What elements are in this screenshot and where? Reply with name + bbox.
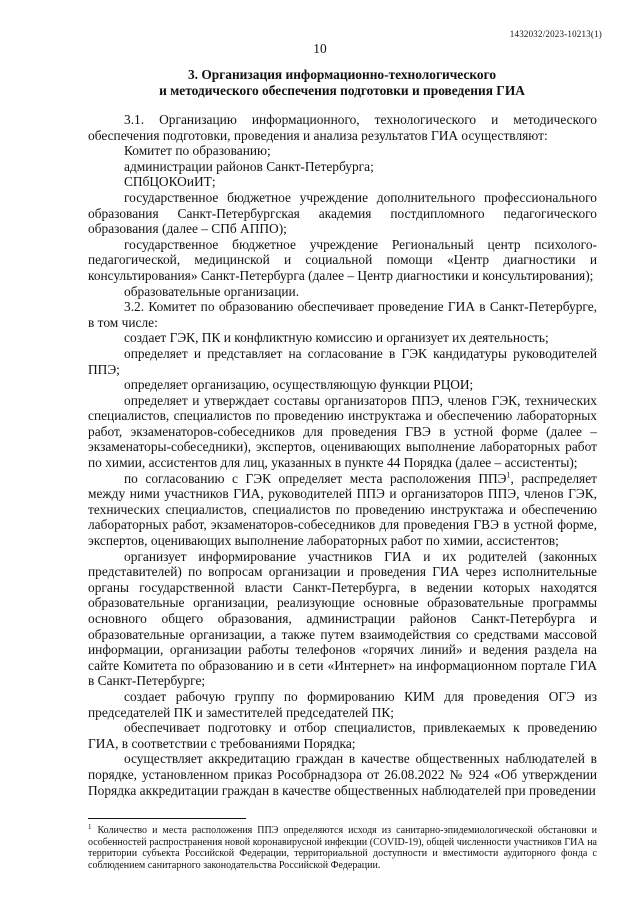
section-title-line-1: 3. Организация информационно-технологического (187, 67, 497, 82)
footnote-separator (88, 818, 246, 819)
list-item: государственное бюджетное учреждение Региональный центр психолого-педагогической, медицинской и социальной помощи «Центр диагностики и консультирования» Санкт-Петербурга (далее – Центр диагностики и консультирования); (88, 236, 597, 283)
footnote-mark: 1 (88, 822, 92, 831)
list-item-text-end: , распределяет между ними участников ГИА, руководителей ППЭ и организаторов ППЭ, членов ГЭК, технических специалистов, специалистов по проведению инструктажа и обеспечению лабораторных работ, экзаменаторов-собеседников для проведения ГВЭ в устной форме, экспертов, оценивающих выполнение лабораторных работ по химии, ассистентов; (88, 470, 597, 549)
footnote (88, 822, 597, 871)
footnote-text: Количество и места расположения ППЭ определяются исходя из санитарно-эпидемиологической обстановки и особенностей распространения новой коронавирусной инфекции (COVID-19), общей численности участников ГИА на территории субъекта Российской Федерации, территориальной доступности и вместимости аудиторного фонда с соблюдением санитарного законодательства Российской Федерации. (88, 825, 597, 871)
list-item: администрации районов Санкт-Петербурга; (124, 158, 374, 174)
list-item-text-start: по согласованию с ГЭК определяет места расположения ППЭ (124, 470, 507, 486)
document-body (88, 112, 597, 798)
paragraph-3-2: 3.2. Комитет по образованию обеспечивает проведение ГИА в Санкт-Петербурге, в том числе: (88, 299, 597, 330)
list-item: создает ГЭК, ПК и конфликтную комиссию и организует их деятельность; (124, 330, 549, 346)
list-item: обеспечивает подготовку и отбор специалистов, привлекаемых к проведению ГИА, в соответствии с требованиями Порядка; (88, 720, 597, 751)
list-item: Комитет по образованию; (124, 143, 271, 159)
section-title (88, 67, 596, 98)
section-title-line-2: и методического обеспечения подготовки и проведения ГИА (159, 82, 525, 98)
list-item: образовательные организации. (124, 283, 300, 299)
list-item: определяет и представляет на согласование в ГЭК кандидатуры руководителей ППЭ; (88, 345, 597, 377)
list-item: определяет и утверждает составы организаторов ППЭ, членов ГЭК, технических специалистов, специалистов по проведению инструктажа и обеспечению лабораторных работ, экзаменаторов-собеседников для проведения ГВЭ в устной форме (далее – экзаменаторы-собеседники), экспертов, оценивающих выполнение лабораторных работ по химии, ассистентов для лиц, указанных в пункте 44 Порядка (далее – ассистенты); (88, 392, 597, 471)
list-item: осуществляет аккредитацию граждан в качестве общественных наблюдателей в порядке, установленном приказ Рособрнадзора от 26.08.2022 № 924 «Об утверждении Порядка аккредитации граждан в качестве общественных наблюдателей при проведении (88, 751, 597, 798)
footnote-reference: 1 (506, 470, 511, 480)
list-item: государственное бюджетное учреждение дополнительного профессионального образования Санкт-Петербургская академия постдипломного педагогического образования (далее – СПб АППО); (88, 189, 597, 237)
page-number: 10 (313, 41, 327, 56)
list-item: СПбЦОКОиИТ; (124, 174, 216, 190)
paragraph-3-1: 3.1. Организацию информационного, технологического и методического обеспечения подготовки, проведения и анализа результатов ГИА осуществляют: (88, 112, 597, 143)
list-item: определяет организацию, осуществляющую функции РЦОИ; (124, 377, 474, 393)
list-item: создает рабочую группу по формированию КИМ для проведения ОГЭ из председателей ПК и заместителей председателей ПК; (88, 688, 597, 720)
list-item (88, 471, 597, 549)
list-item: организует информирование участников ГИА и их родителей (законных представителей) по вопросам организации и проведения ГИА через исполнительные органы государственной власти Санкт-Петербурга, в ведении которых находятся образовательные организации, реализующие основные образовательные программы основного общего образования, администрации районов Санкт-Петербурга и образовательные организации, а также путем взаимодействия со средствами массовой информации, организации работы телефонов «горячих линий» и ведения раздела на сайте Комитета по образованию и в сети «Интернет» на информационном портале ГИА в Санкт-Петербурге; (88, 548, 597, 689)
document-number: 1432032/2023-10213(1) (509, 29, 602, 39)
